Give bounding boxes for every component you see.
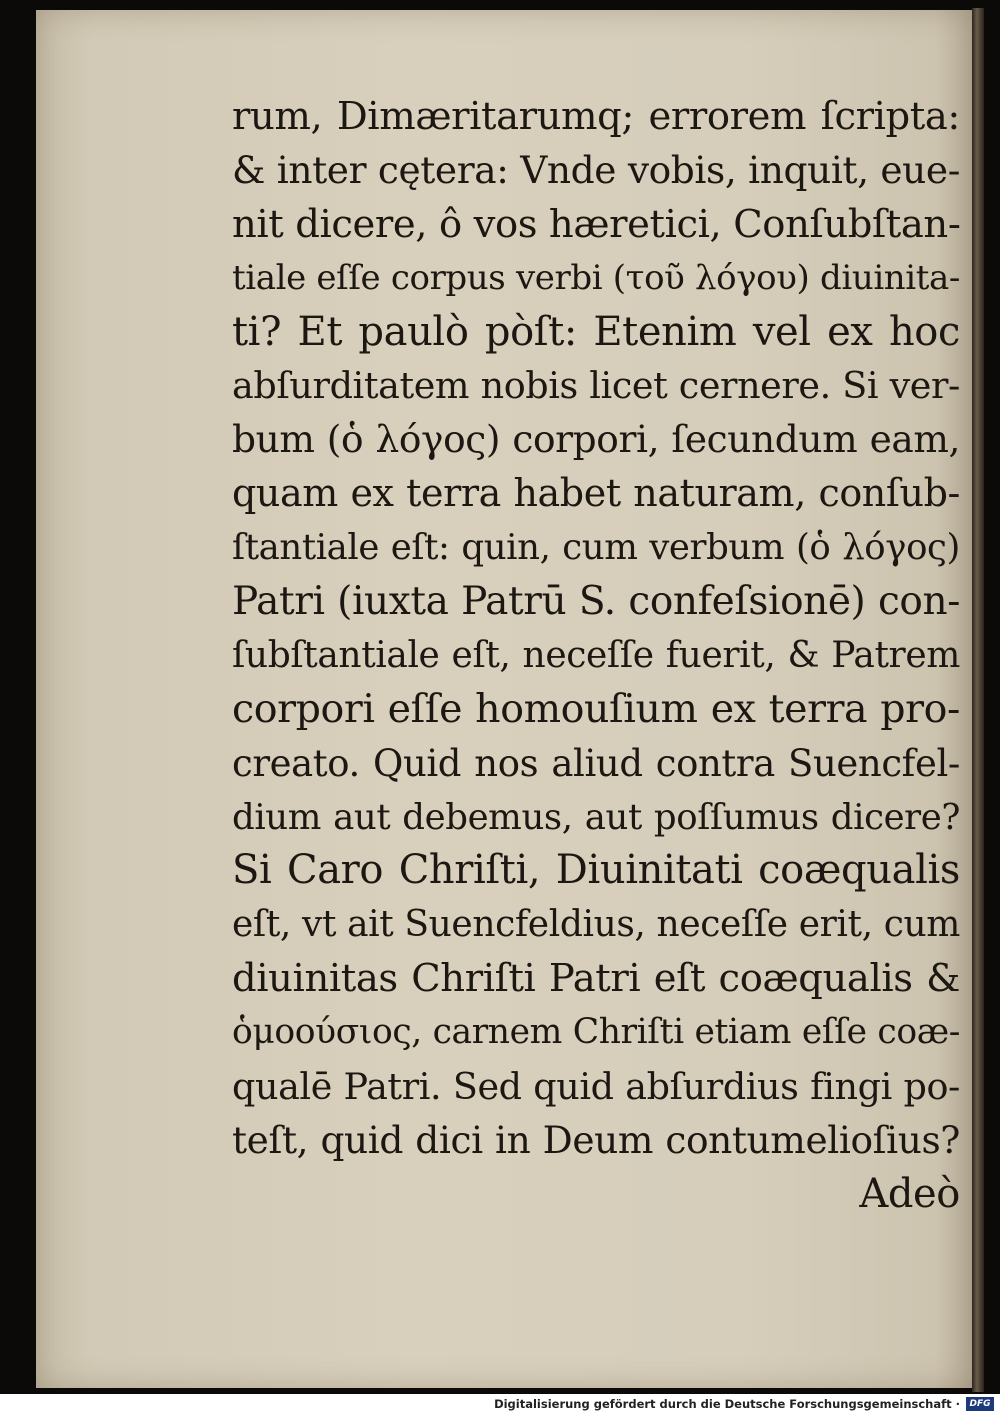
funding-note: Digitalisierung gefördert durch die Deutsche Forschungsgemeinschaft · [494,1397,960,1411]
text-line: bum (ὁ λόγος) corpori, ſecundum eam, [232,417,960,462]
text-line: ſubſtantiale eſt, neceſſe fuerit, & Patrem [232,634,960,676]
text-line: rum, Dimæritarumq; errorem ſcripta: [232,94,960,139]
book-edge [972,8,984,1392]
text-line: dium aut debemus, aut poſſumus dicere? [232,796,960,838]
text-line: Patri (iuxta Patrū S. confeſsionē) con- [232,579,960,625]
text-line: diuinitas Chriſti Patri eſt coæqualis & [232,956,960,1002]
text-line: eſt, vt ait Suencfeldius, neceſſe erit, cum [232,904,960,946]
text-line: creato. Quid nos aliud contra Suencfel- [232,741,960,785]
text-line: ſtantiale eſt: quin, cum verbum (ὁ λόγος) [232,527,960,569]
text-line: nit dicere, ô vos hæretici, Conſubſtan- [232,201,961,247]
text-line: quam ex terra habet naturam, conſub- [232,471,960,516]
text-line: abſurditatem nobis licet cernere. Si ver- [232,364,960,408]
text-line: qualē Patri. Sed quid abſurdius fingi po- [232,1065,960,1109]
footer-bar [0,1394,1000,1416]
text-line: Si Caro Chriſti, Diuinitati coæqualis [232,847,960,894]
text-line: teſt, quid dici in Deum contumelioſius? [232,1117,960,1162]
text-line: corpori eſſe homouſium ex terra pro- [232,685,960,732]
page-text [232,90,960,1222]
text-line: ὁμοούσιος, carnem Chriſti etiam eſſe coæ- [232,1012,960,1053]
dfg-logo: DFG [966,1397,994,1411]
catchword: Adeò [859,1170,960,1217]
text-line: tiale eſſe corpus verbi (τοῦ λόγου) diuinita- [232,257,960,298]
text-line: & inter cętera: Vnde vobis, inquit, eue- [232,147,960,192]
text-line: ti? Et paulò pòſt: Etenim vel ex hoc [232,308,960,355]
